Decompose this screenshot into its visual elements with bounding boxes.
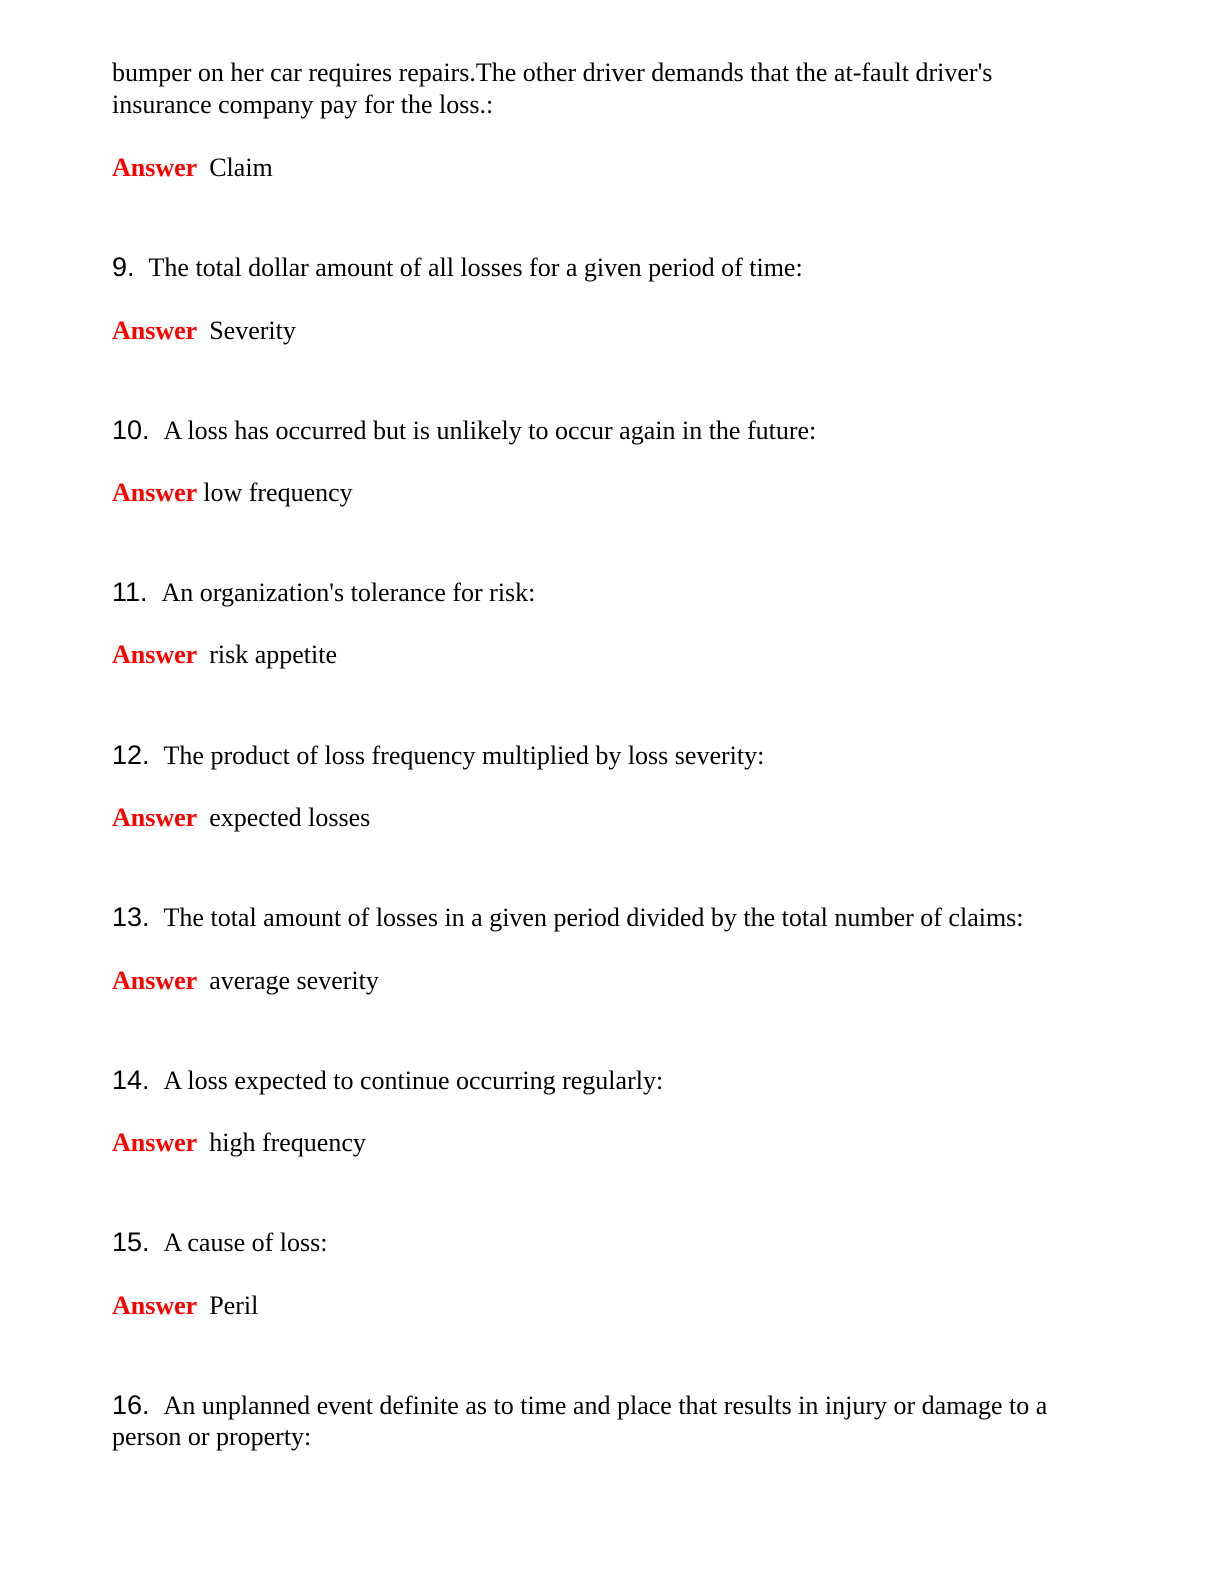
question-text: The total dollar amount of all losses for a given period of time: bbox=[148, 253, 803, 282]
answer-9 bbox=[112, 315, 296, 347]
answer-15 bbox=[112, 1290, 258, 1322]
question-13 bbox=[112, 901, 1024, 934]
answer-line-claim bbox=[112, 152, 273, 184]
answer-text: Claim bbox=[209, 153, 273, 182]
question-text: A cause of loss: bbox=[163, 1228, 328, 1257]
question-number: 10. bbox=[112, 415, 150, 445]
answer-label: Answer bbox=[112, 153, 198, 182]
answer-text: average severity bbox=[209, 966, 379, 995]
question-16-line-2: person or property: bbox=[112, 1422, 312, 1451]
answer-label: Answer bbox=[112, 478, 198, 507]
answer-text: high frequency bbox=[209, 1128, 366, 1157]
question-text: A loss has occurred but is unlikely to occur again in the future: bbox=[163, 416, 817, 445]
answer-label: Answer bbox=[112, 1291, 198, 1320]
question-number: 15. bbox=[112, 1227, 150, 1257]
answer-label: Answer bbox=[112, 803, 198, 832]
question-number: 9. bbox=[112, 252, 135, 282]
question-10 bbox=[112, 414, 816, 447]
question-14 bbox=[112, 1064, 663, 1097]
question-number: 16. bbox=[112, 1390, 150, 1420]
answer-text: risk appetite bbox=[209, 640, 338, 669]
question-number: 11. bbox=[112, 577, 148, 607]
question-number: 13. bbox=[112, 902, 150, 932]
question-text: The product of loss frequency multiplied by loss severity: bbox=[163, 741, 765, 770]
question-text: A loss expected to continue occurring regularly: bbox=[163, 1066, 664, 1095]
question-text: An unplanned event definite as to time and place that results in injury or damage to a bbox=[163, 1391, 1048, 1420]
answer-label: Answer bbox=[112, 966, 198, 995]
question-number: 14. bbox=[112, 1065, 150, 1095]
continuation-text-line-2: insurance company pay for the loss.: bbox=[112, 90, 494, 119]
answer-text: Severity bbox=[209, 316, 296, 345]
question-number: 12. bbox=[112, 740, 150, 770]
answer-11 bbox=[112, 639, 337, 671]
answer-label: Answer bbox=[112, 1128, 198, 1157]
answer-12 bbox=[112, 802, 370, 834]
answer-text: Peril bbox=[209, 1291, 259, 1320]
answer-14 bbox=[112, 1127, 366, 1159]
question-9 bbox=[112, 251, 803, 284]
answer-label: Answer bbox=[112, 316, 198, 345]
question-12 bbox=[112, 739, 764, 772]
question-11 bbox=[112, 576, 535, 609]
question-text: The total amount of losses in a given period divided by the total number of claims: bbox=[163, 903, 1024, 932]
answer-13 bbox=[112, 965, 379, 997]
question-16 bbox=[112, 1389, 1047, 1422]
answer-label: Answer bbox=[112, 640, 198, 669]
question-text: An organization's tolerance for risk: bbox=[161, 578, 536, 607]
answer-text: low frequency bbox=[203, 478, 353, 507]
answer-10 bbox=[112, 477, 353, 509]
answer-text: expected losses bbox=[209, 803, 371, 832]
question-15 bbox=[112, 1226, 327, 1259]
continuation-text-line-1: bumper on her car requires repairs.The other driver demands that the at-fault driver's bbox=[112, 58, 993, 87]
